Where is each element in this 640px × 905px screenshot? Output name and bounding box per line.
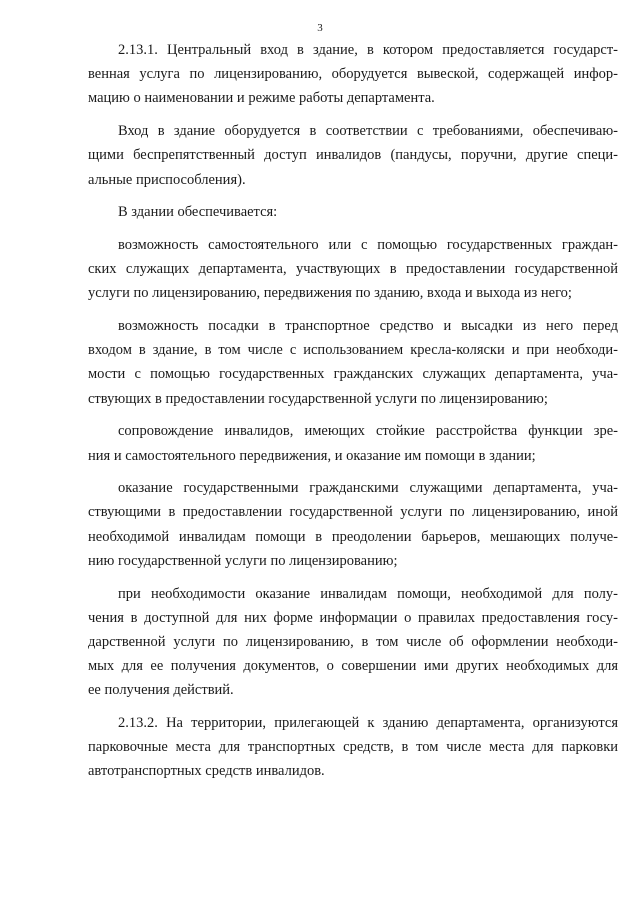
text-line: мых для ее получения документов, о совершении ими других необходимых для [88, 658, 618, 675]
text-line: мацию о наименовании и режиме работы департамента. [88, 90, 435, 107]
text-line: при необходимости оказание инвалидам помощи, необходимой для полу- [118, 585, 618, 602]
text-line: ствующих в предоставлении государственной услуги по лицензированию; [88, 390, 548, 407]
text-line: щими беспрепятственный доступ инвалидов (пандусы, поручни, другие специ- [88, 147, 618, 164]
text-line: 2.13.1. Центральный вход в здание, в котором предоставляется государст- [118, 42, 618, 58]
text-line: ее получения действий. [88, 682, 234, 699]
text-line: автотранспортных средств инвалидов. [88, 763, 325, 780]
text-line: ния и самостоятельного передвижения, и оказание им помощи в здании; [88, 447, 536, 464]
list-item-information [88, 582, 618, 703]
text-line: необходимой инвалидам помощи в преодолении барьеров, мешающих получе- [88, 528, 618, 545]
text-line: оказание государственными гражданскими служащими департамента, уча- [118, 480, 618, 497]
text-line: сопровождение инвалидов, имеющих стойкие расстройства функции зре- [118, 423, 618, 440]
text-line: 2.13.2. На территории, прилегающей к зданию департамента, организуются [118, 715, 618, 732]
document-body [88, 38, 618, 792]
text-line: возможность посадки в транспортное средство и высадки из него перед [118, 318, 618, 335]
paragraph-2-13-2 [88, 711, 618, 784]
text-line: венная услуга по лицензированию, оборудуется вывеской, содержащей инфор- [88, 66, 618, 83]
text-line: ствующими в предоставлении государственной услуги по лицензированию, иной [88, 504, 618, 521]
text-line: ских служащих департамента, участвующих в предоставлении государственной [88, 261, 618, 278]
text-line: возможность самостоятельного или с помощью государственных граждан- [118, 236, 618, 253]
text-line: мости с помощью государственных гражданских служащих департамента, уча- [88, 366, 618, 383]
list-item-boarding [88, 314, 618, 411]
text-line: В здании обеспечивается: [118, 204, 278, 221]
text-line: Вход в здание оборудуется в соответствии с требованиями, обеспечиваю- [118, 123, 618, 140]
paragraph-2-13-1 [88, 38, 618, 111]
paragraph-building-provides [88, 200, 618, 224]
paragraph-entrance-equipment [88, 119, 618, 192]
page-number: 3 [317, 22, 323, 34]
text-line: нию государственной услуги по лицензированию; [88, 552, 398, 569]
list-item-escort [88, 419, 618, 467]
list-item-movement [88, 233, 618, 306]
list-item-assistance [88, 476, 618, 573]
text-line: входом в здание, в том числе с использованием кресла-коляски и при необходи- [88, 342, 618, 359]
text-line: альные приспособления). [88, 171, 246, 188]
text-line: чения в доступной для них форме информации о правилах предоставления госу- [88, 609, 618, 626]
text-line: парковочные места для транспортных средств, в том числе места для парковки [88, 739, 618, 756]
text-line: дарственной услуги по лицензированию, в том числе об оформлении необходи- [88, 633, 618, 650]
text-line: услуги по лицензированию, передвижения по зданию, входа и выхода из него; [88, 285, 572, 302]
